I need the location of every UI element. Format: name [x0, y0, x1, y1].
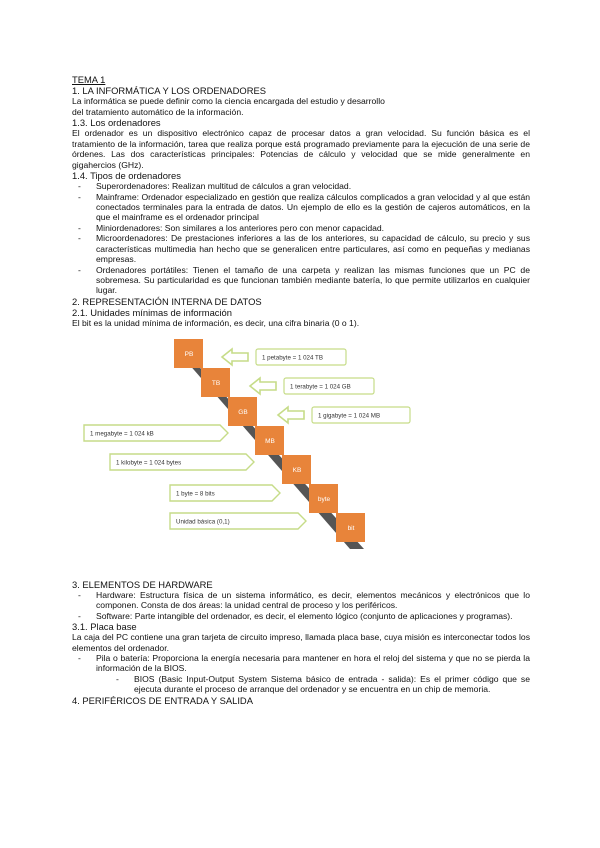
intro-line-1: La informática se puede definir como la ciencia encargada del estudio y desarrollo	[72, 96, 385, 107]
step-label: MB	[265, 437, 275, 445]
step-label: PB	[184, 350, 194, 358]
left-arrow-icon	[278, 407, 304, 423]
intro-line-2: del tratamiento automático de la información.	[72, 106, 244, 117]
storage-units-diagram	[72, 335, 530, 567]
document-page	[72, 74, 530, 706]
section-3-heading: 3. ELEMENTOS DE HARDWARE	[72, 578, 213, 590]
section-1-heading: 1. LA INFORMÁTICA Y LOS ORDENADORES	[72, 85, 266, 97]
section-3-1-heading: 3.1. Placa base	[72, 620, 137, 632]
unit-label: 1 kilobyte = 1 024 bytes	[116, 459, 182, 467]
list-item: - Hardware: Estructura física de un sistema informático, es decir, elementos mecánicos y electrónicos que lo componen. Consta de dos áreas: la unidad central de proceso y los periféricos.	[72, 590, 530, 611]
section-3-1-paragraph: La caja del PC contiene una gran tarjeta de circuito impreso, llamada placa base, cuya misión es interconectar todos los elementos del ordenador.	[72, 632, 530, 653]
section-1-3-paragraph: El ordenador es un dispositivo electrónico capaz de procesar datos a gran velocidad. Su función básica es el tratamiento de la información, tarea que realiza porque está programado previamente para la ejecución de una serie de órdenes. Las dos características principales: Potencias de cálculo y velocidad que se mide generalmente en gigahercios (GHz).	[72, 128, 530, 170]
motherboard-sublist	[72, 674, 530, 695]
list-item: - Superordenadores: Realizan multitud de cálculos a gran velocidad.	[72, 181, 530, 191]
step-label: TB	[211, 379, 221, 387]
hardware-list	[72, 590, 530, 621]
list-item: - Microordenadores: De prestaciones inferiores a las de los anteriores, su capacidad de cálculo, su precio y sus características multimedia han hecho que se generalicen entre particulares, así como en pequeñas y medianas empresas.	[72, 233, 530, 264]
section-2-1-heading: 2.1. Unidades mínimas de información	[72, 306, 232, 318]
section-1-3-heading: 1.3. Los ordenadores	[72, 117, 161, 129]
list-item: - Mainframe: Ordenador especializado en gestión que realiza cálculos complicados a gran velocidad y al que están conectados terminales para la entrada de datos. Un ejemplo de ello es la gestión de cajeros automáticos, en la que el mainframe es el ordenador principal	[72, 192, 530, 223]
list-item: - Software: Parte intangible del ordenador, es decir, el elemento lógico (conjunto de aplicaciones y programas).	[72, 611, 530, 621]
step-label: GB	[238, 408, 248, 416]
topic-title: TEMA 1	[72, 74, 106, 85]
list-item: - Ordenadores portátiles: Tienen el tamaño de una carpeta y realizan las mismas funciones que un PC de sobremesa. Su particularidad es que funcionan también mediante batería, lo que permite utilizarlos en cualquier lugar.	[72, 265, 530, 296]
storage-units-figure	[72, 335, 530, 567]
left-arrow-icon	[250, 378, 276, 394]
unit-label: 1 terabyte = 1 024 GB	[290, 383, 351, 391]
section-2-heading: 2. REPRESENTACIÓN INTERNA DE DATOS	[72, 295, 262, 307]
section-2-1-paragraph: El bit es la unidad mínima de información, es decir, una cifra binaria (0 o 1).	[72, 318, 360, 329]
left-arrow-icon	[222, 349, 248, 365]
unit-label: 1 byte = 8 bits	[176, 490, 215, 498]
step-label: bit	[347, 524, 355, 532]
step-label: KB	[292, 466, 302, 474]
unit-label: 1 gigabyte = 1 024 MB	[318, 412, 381, 420]
list-item: - BIOS (Basic Input-Output System Sistema básico de entrada - salida): Es el primer código que se ejecuta durante el proceso de arranque del ordenador y se encuentra en un chip de memoria.	[72, 674, 530, 695]
section-4-heading: 4. PERIFÉRICOS DE ENTRADA Y SALIDA	[72, 694, 253, 706]
unit-label: 1 petabyte = 1 024 TB	[262, 354, 323, 362]
unit-label: 1 megabyte = 1 024 kB	[90, 430, 154, 438]
computer-types-list	[72, 181, 530, 295]
motherboard-list	[72, 653, 530, 674]
step-label: byte	[317, 495, 331, 503]
unit-label: Unidad básica (0,1)	[176, 518, 230, 526]
list-item: - Pila o batería: Proporciona la energía necesaria para mantener en hora el reloj del sistema y que no se pierda la información de la BIOS.	[72, 653, 530, 674]
arrows-layer	[84, 349, 410, 529]
section-1-4-heading: 1.4. Tipos de ordenadores	[72, 170, 181, 182]
list-item: - Miniordenadores: Son similares a los anteriores pero con menor capacidad.	[72, 223, 530, 233]
